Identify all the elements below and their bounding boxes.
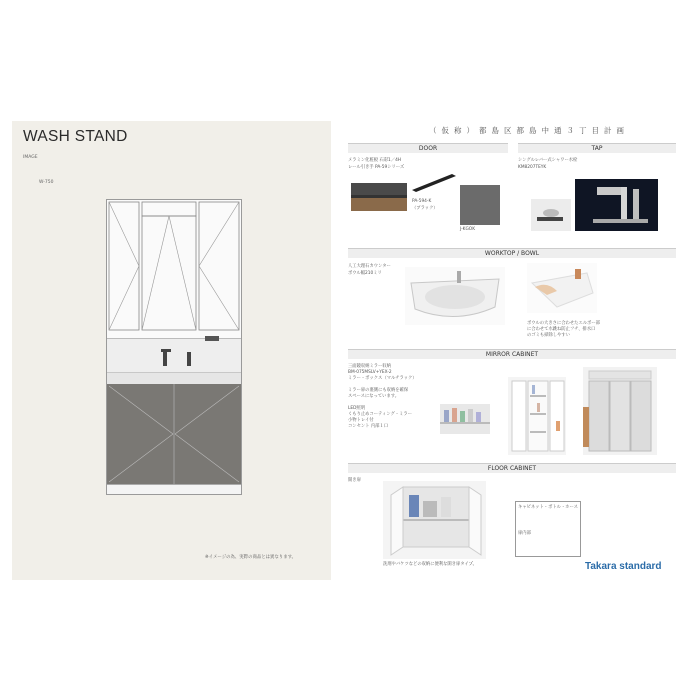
floor-card-2: 扉内部 (518, 531, 531, 536)
bowl-photo (405, 267, 505, 325)
faucet-photo (575, 179, 658, 231)
rail-handle-icon (412, 172, 457, 192)
spec-panel (343, 121, 681, 580)
worktop-caption-1: ボウルの大きさに合わせたエルボー部 (527, 321, 600, 326)
mirror-desc-7: くもり止めコーティング・ミラー (348, 412, 413, 417)
swatch-code: J-KGOK (460, 227, 476, 232)
shower-head-photo (531, 199, 571, 231)
mirror-desc-3: ミラー・ボックス（マルチラック） (348, 376, 417, 381)
worktop-caption-2: に合わせて水跳ね防止フチ、排水口 (527, 327, 596, 332)
worktop-desc-1: 人工大理石カウンター (348, 264, 391, 269)
width-label: W-750 (39, 180, 54, 185)
floor-caption: 洗剤やバケツなどの収納に便利な開き扉タイプ。 (383, 562, 477, 567)
wash-stand-illustration (106, 199, 242, 495)
brand-logo: Takara standard (585, 561, 662, 572)
door-header: DOOR (348, 143, 508, 153)
door-edge-sample (351, 183, 407, 211)
tap-desc-2: KM8207TEYK (518, 165, 547, 170)
worktop-caption-3: のゴミも掃除しやすい (527, 333, 570, 338)
mirror-desc-2: BM-075MSLV+YEX-2 (348, 370, 392, 375)
mirror-header: MIRROR CABINET (348, 349, 676, 359)
image-note: ※イメージの為、実際の商品とは異なります。 (205, 555, 297, 560)
floor-header: FLOOR CABINET (348, 463, 676, 473)
wash-stand-panel (12, 121, 331, 580)
floor-cabinet-photo (383, 481, 486, 559)
tap-desc-1: シングルレバー式シャワー水栓 (518, 158, 578, 163)
worktop-header: WORKTOP / BOWL (348, 248, 676, 258)
handle-code: PA-594-K (412, 199, 432, 204)
mirror-desc-8: 小物トレイ付 (348, 418, 374, 423)
mirror-desc-4: ミラー扉の裏側にも収納を確保 (348, 388, 409, 393)
tap-header: TAP (518, 143, 676, 153)
panel-title: WASH STAND (23, 128, 128, 145)
floor-card-1: キャビネット・ボトル・ホース (518, 505, 578, 510)
cabinet-line-art (107, 200, 241, 494)
door-desc-2: レール引き手 PA-59シリーズ (348, 165, 405, 170)
closed-mirror-cabinet-photo (583, 367, 657, 455)
door-desc-1: メラミン化粧板 石彩1／4H (348, 158, 402, 163)
stone-swatch (460, 185, 500, 225)
handle-name: （ブラック） (412, 206, 438, 211)
floor-desc-1: 開き扉 (348, 478, 361, 483)
open-mirror-cabinet-photo (508, 377, 566, 455)
mirror-desc-1: 三面鏡収納ミラー収納 (348, 364, 391, 369)
shelf-items-photo (440, 404, 490, 434)
panel-subtitle: IMAGE (23, 155, 38, 160)
mirror-desc-9: コンセント 内部１口 (348, 424, 389, 429)
worktop-desc-2: ボウル幅210ミリ (348, 271, 382, 276)
project-title: （仮称）都島区都島中通３丁目計画 (429, 126, 629, 135)
mirror-desc-5: スペースになっています。 (348, 394, 400, 399)
bowl-hand-photo (527, 263, 597, 313)
mirror-desc-6: LED照明 (348, 406, 366, 411)
